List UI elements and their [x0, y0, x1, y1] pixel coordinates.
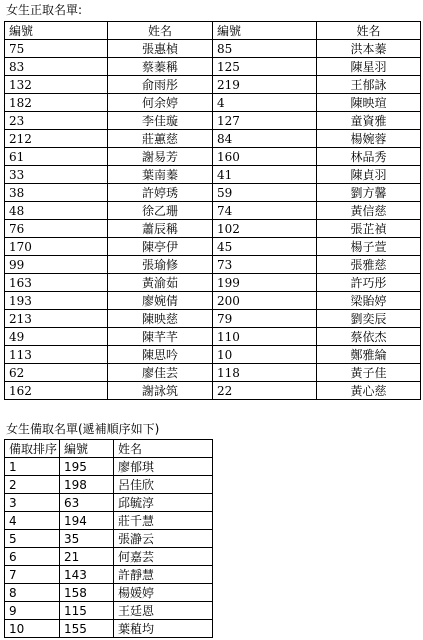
cell-name: 許婷琇: [108, 184, 213, 202]
cell-name: 鄭雅綸: [317, 346, 421, 364]
cell-number: 212: [5, 130, 108, 148]
cell-number: 113: [5, 346, 108, 364]
cell-name: 許巧彤: [317, 274, 421, 292]
cell-number: 195: [60, 458, 114, 476]
table-row: [5, 346, 421, 364]
cell-name: 廖郁琪: [114, 458, 213, 476]
cell-name: 廖佳芸: [108, 364, 213, 382]
table-row: [5, 364, 421, 382]
cell-rank: 2: [5, 476, 60, 494]
table-row: [5, 256, 421, 274]
cell-name: 洪本蓁: [317, 40, 421, 58]
cell-number: 74: [213, 202, 317, 220]
table-row: [5, 310, 421, 328]
cell-number: 102: [213, 220, 317, 238]
cell-number: 41: [213, 166, 317, 184]
cell-rank: 6: [5, 548, 60, 566]
cell-number: 99: [5, 256, 108, 274]
cell-rank: 1: [5, 458, 60, 476]
table-row: [5, 58, 421, 76]
cell-rank: 4: [5, 512, 60, 530]
cell-name: 謝易芳: [108, 148, 213, 166]
cell-number: 59: [213, 184, 317, 202]
cell-number: 132: [5, 76, 108, 94]
table-row: [5, 40, 421, 58]
cell-name: 張芷禎: [317, 220, 421, 238]
table-row: [5, 112, 421, 130]
table-row: [5, 458, 213, 476]
header-name-1: 姓名: [108, 22, 213, 40]
cell-name: 王廷恩: [114, 602, 213, 620]
official-list-table: [4, 21, 421, 400]
cell-name: 葉稙均: [114, 620, 213, 638]
cell-rank: 3: [5, 494, 60, 512]
cell-name: 李佳璇: [108, 112, 213, 130]
cell-number: 118: [213, 364, 317, 382]
waitlist-title: 女生備取名單(遞補順序如下): [6, 422, 160, 436]
cell-number: 4: [213, 94, 317, 112]
cell-number: 193: [5, 292, 108, 310]
cell-name: 邱毓淳: [114, 494, 213, 512]
table-row: [5, 220, 421, 238]
cell-rank: 5: [5, 530, 60, 548]
cell-number: 198: [60, 476, 114, 494]
cell-number: 48: [5, 202, 108, 220]
cell-name: 劉方馨: [317, 184, 421, 202]
table-row: [5, 94, 421, 112]
cell-name: 蕭辰稱: [108, 220, 213, 238]
cell-rank: 7: [5, 566, 60, 584]
cell-number: 75: [5, 40, 108, 58]
table-row: [5, 476, 213, 494]
cell-name: 劉奕辰: [317, 310, 421, 328]
cell-name: 徐乙珊: [108, 202, 213, 220]
cell-number: 219: [213, 76, 317, 94]
cell-number: 62: [5, 364, 108, 382]
cell-rank: 10: [5, 620, 60, 638]
table-header-row: [5, 22, 421, 40]
cell-name: 謝詠筑: [108, 382, 213, 400]
cell-rank: 9: [5, 602, 60, 620]
cell-number: 45: [213, 238, 317, 256]
cell-number: 63: [60, 494, 114, 512]
table-row: [5, 512, 213, 530]
header-rank: 備取排序: [5, 440, 60, 458]
cell-number: 194: [60, 512, 114, 530]
cell-name: 張雅慈: [317, 256, 421, 274]
cell-number: 38: [5, 184, 108, 202]
table-row: [5, 566, 213, 584]
cell-number: 125: [213, 58, 317, 76]
cell-name: 王郁詠: [317, 76, 421, 94]
cell-name: 黃心慈: [317, 382, 421, 400]
waitlist-table: [4, 439, 213, 638]
cell-number: 200: [213, 292, 317, 310]
cell-number: 79: [213, 310, 317, 328]
cell-number: 10: [213, 346, 317, 364]
cell-name: 陳亭伊: [108, 238, 213, 256]
table-row: [5, 620, 213, 638]
cell-name: 廖婉倩: [108, 292, 213, 310]
cell-number: 33: [5, 166, 108, 184]
cell-name: 莊蕙慈: [108, 130, 213, 148]
cell-name: 楊子萱: [317, 238, 421, 256]
table-row: [5, 530, 213, 548]
cell-rank: 8: [5, 584, 60, 602]
cell-name: 陳映慈: [108, 310, 213, 328]
header-number: 編號: [60, 440, 114, 458]
cell-name: 陳貞羽: [317, 166, 421, 184]
header-number-1: 編號: [5, 22, 108, 40]
cell-number: 61: [5, 148, 108, 166]
cell-number: 21: [60, 548, 114, 566]
table-row: [5, 494, 213, 512]
table-row: [5, 274, 421, 292]
cell-number: 160: [213, 148, 317, 166]
cell-name: 張瑜修: [108, 256, 213, 274]
cell-name: 林品秀: [317, 148, 421, 166]
table-row: [5, 292, 421, 310]
cell-number: 22: [213, 382, 317, 400]
cell-number: 170: [5, 238, 108, 256]
cell-number: 155: [60, 620, 114, 638]
header-name-2: 姓名: [317, 22, 421, 40]
cell-number: 115: [60, 602, 114, 620]
table-row: [5, 602, 213, 620]
cell-name: 黃信慈: [317, 202, 421, 220]
cell-name: 陳映瑄: [317, 94, 421, 112]
cell-name: 黃渝茹: [108, 274, 213, 292]
cell-name: 張惠楨: [108, 40, 213, 58]
cell-number: 199: [213, 274, 317, 292]
table-row: [5, 76, 421, 94]
table-header-row: [5, 440, 213, 458]
cell-name: 童資雅: [317, 112, 421, 130]
cell-name: 呂佳欣: [114, 476, 213, 494]
table-row: [5, 328, 421, 346]
cell-number: 110: [213, 328, 317, 346]
cell-number: 163: [5, 274, 108, 292]
cell-name: 楊媛婷: [114, 584, 213, 602]
cell-name: 蔡蓁稱: [108, 58, 213, 76]
cell-number: 84: [213, 130, 317, 148]
cell-name: 許靜慧: [114, 566, 213, 584]
cell-number: 182: [5, 94, 108, 112]
cell-number: 143: [60, 566, 114, 584]
cell-name: 俞雨彤: [108, 76, 213, 94]
cell-number: 83: [5, 58, 108, 76]
cell-number: 158: [60, 584, 114, 602]
cell-number: 49: [5, 328, 108, 346]
cell-name: 何嘉芸: [114, 548, 213, 566]
cell-number: 127: [213, 112, 317, 130]
cell-name: 陳思吟: [108, 346, 213, 364]
cell-name: 莊千慧: [114, 512, 213, 530]
cell-name: 何余婷: [108, 94, 213, 112]
table-row: [5, 148, 421, 166]
official-list-title: 女生正取名單:: [6, 3, 83, 17]
cell-number: 85: [213, 40, 317, 58]
cell-name: 黃子佳: [317, 364, 421, 382]
table-row: [5, 202, 421, 220]
cell-number: 213: [5, 310, 108, 328]
cell-number: 35: [60, 530, 114, 548]
table-row: [5, 184, 421, 202]
cell-number: 23: [5, 112, 108, 130]
cell-number: 76: [5, 220, 108, 238]
table-row: [5, 382, 421, 400]
cell-name: 張瀞云: [114, 530, 213, 548]
table-row: [5, 130, 421, 148]
header-name: 姓名: [114, 440, 213, 458]
cell-name: 梁貽婷: [317, 292, 421, 310]
cell-number: 162: [5, 382, 108, 400]
cell-number: 73: [213, 256, 317, 274]
table-row: [5, 166, 421, 184]
table-row: [5, 584, 213, 602]
cell-name: 陳芊芊: [108, 328, 213, 346]
cell-name: 蔡依杰: [317, 328, 421, 346]
table-row: [5, 238, 421, 256]
cell-name: 楊婉蓉: [317, 130, 421, 148]
table-row: [5, 548, 213, 566]
cell-name: 葉南蓁: [108, 166, 213, 184]
cell-name: 陳星羽: [317, 58, 421, 76]
header-number-2: 編號: [213, 22, 317, 40]
